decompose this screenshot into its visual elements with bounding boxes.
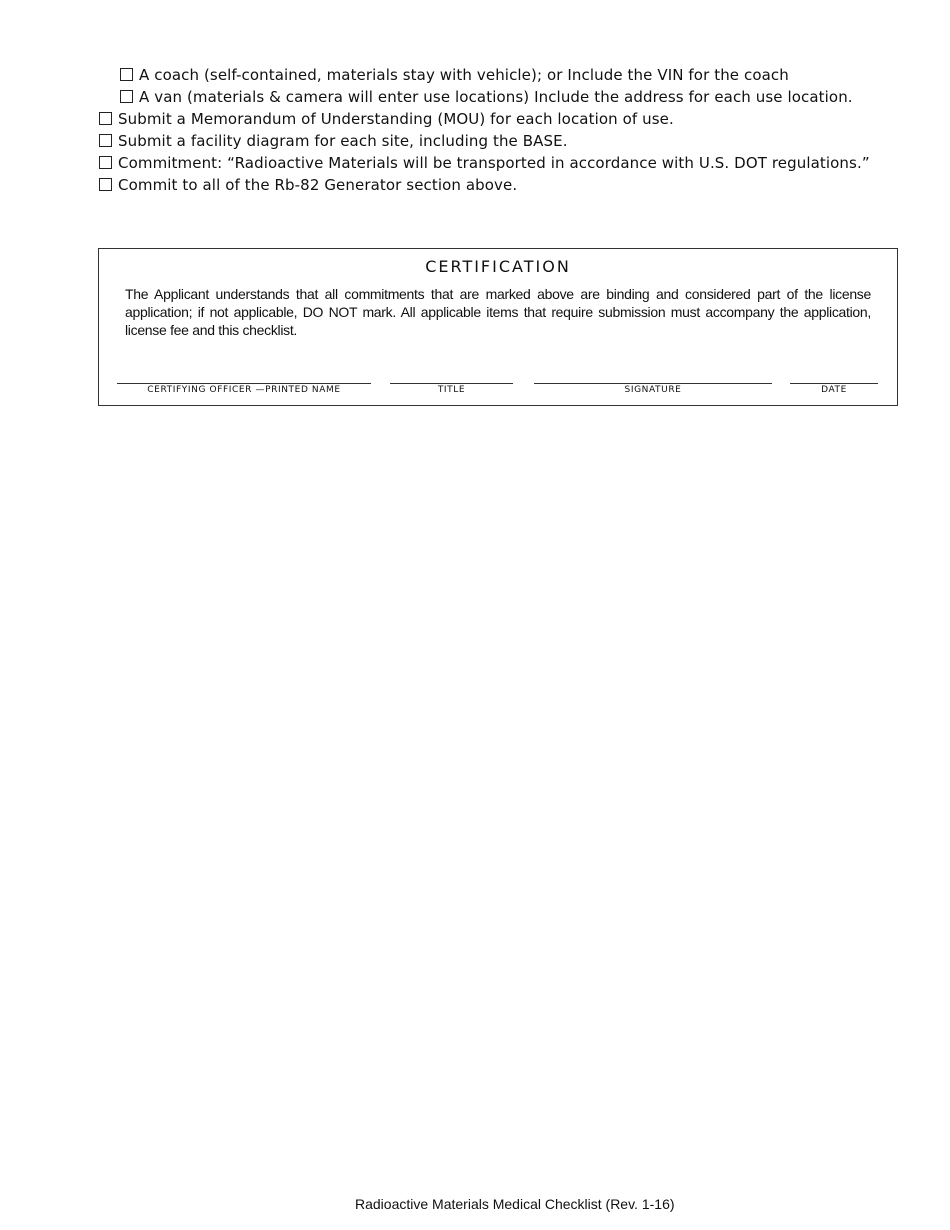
checklist-item-label: Commitment: “Radioactive Materials will be transported in accordance with U.S. DOT regulations.” <box>118 154 870 172</box>
checklist-item-facility-diagram <box>0 130 950 152</box>
checklist-item-label: Submit a facility diagram for each site, including the BASE. <box>118 132 568 150</box>
certification-box <box>98 248 898 406</box>
checklist-item-coach <box>0 64 950 86</box>
checkbox-van[interactable] <box>120 90 133 103</box>
checklist-item-label: Submit a Memorandum of Understanding (MOU) for each location of use. <box>118 110 674 128</box>
checklist-item-label: A van (materials & camera will enter use locations) Include the address for each use location. <box>139 88 853 106</box>
checklist-item-rb82 <box>0 174 950 196</box>
checklist-item-label: Commit to all of the Rb-82 Generator section above. <box>118 176 518 194</box>
checkbox-dot-commitment[interactable] <box>99 156 112 169</box>
certification-title: CERTIFICATION <box>425 257 571 276</box>
footer-text: Radioactive Materials Medical Checklist (Rev. 1-16) <box>355 1196 675 1212</box>
printed-name-label: CERTIFYING OFFICER —PRINTED NAME <box>147 385 341 395</box>
checkbox-mou[interactable] <box>99 112 112 125</box>
checkbox-rb82[interactable] <box>99 178 112 191</box>
checklist-item-mou <box>0 108 950 130</box>
checklist <box>0 64 950 196</box>
title-label: TITLE <box>437 385 466 395</box>
certification-statement: The Applicant understands that all commitments that are marked above are binding and considered part of the license application; if not applicable, DO NOT mark. All applicable items that require submission must accompany the application, license fee and this checklist. <box>125 286 871 338</box>
signature-label: SIGNATURE <box>624 385 682 395</box>
checklist-item-dot-commitment <box>0 152 950 174</box>
checklist-item-label: A coach (self-contained, materials stay with vehicle); or Include the VIN for the coach <box>139 66 789 84</box>
checkbox-facility-diagram[interactable] <box>99 134 112 147</box>
checkbox-coach[interactable] <box>120 68 133 81</box>
date-label: DATE <box>821 385 847 395</box>
checklist-item-van <box>0 86 950 108</box>
